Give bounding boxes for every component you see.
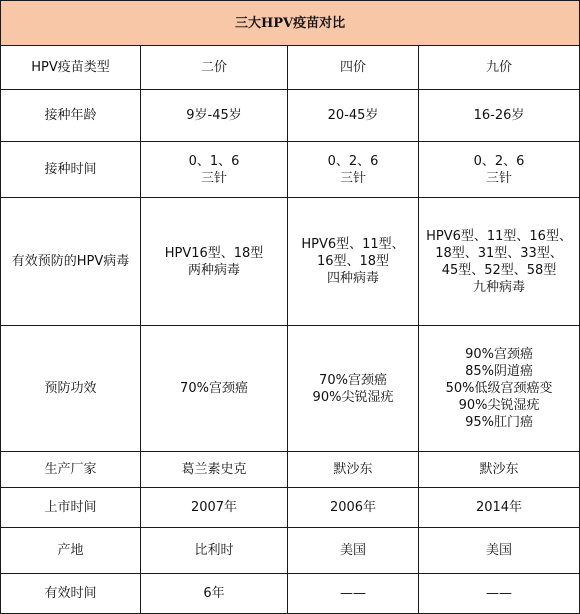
table-row-origin bbox=[1, 528, 580, 574]
header-quadrivalent-cell: 四价 bbox=[288, 46, 419, 90]
cell-line: —— bbox=[340, 586, 366, 601]
title-row bbox=[1, 1, 580, 46]
cell-duration-nonavalent bbox=[419, 574, 580, 614]
cell-manufacturer-quadrivalent bbox=[288, 452, 419, 488]
cell-line: 95%肛门癌 bbox=[465, 415, 533, 430]
cell-age-quadrivalent bbox=[288, 90, 419, 142]
row-label-duration: 有效时间 bbox=[1, 574, 141, 614]
cell-strains-bivalent bbox=[141, 198, 288, 326]
cell-line: 0、1、6 bbox=[188, 153, 240, 169]
cell-line: 20-45岁 bbox=[327, 108, 379, 123]
cell-launch-year-nonavalent bbox=[419, 488, 580, 528]
table-row-manufacturer bbox=[1, 452, 580, 488]
row-label-origin: 产地 bbox=[1, 528, 141, 574]
cell-manufacturer-bivalent bbox=[141, 452, 288, 488]
cell-line: HPV6型、11型、 bbox=[301, 237, 405, 252]
cell-line: 四种病毒 bbox=[326, 271, 379, 286]
cell-line: 6年 bbox=[203, 586, 225, 601]
cell-origin-nonavalent bbox=[419, 528, 580, 574]
cell-line: 默沙东 bbox=[333, 462, 373, 477]
cell-line: 16型、18型 bbox=[316, 254, 390, 269]
table-row-schedule bbox=[1, 142, 580, 198]
cell-duration-quadrivalent bbox=[288, 574, 419, 614]
row-label-launch-year: 上市时间 bbox=[1, 488, 141, 528]
cell-line: 85%阴道癌 bbox=[465, 364, 533, 379]
cell-line: HPV6型、11型、16型、 bbox=[426, 228, 572, 244]
cell-origin-quadrivalent bbox=[288, 528, 419, 574]
cell-schedule-nonavalent bbox=[419, 142, 580, 198]
cell-line: 70%宫颈癌 bbox=[319, 372, 387, 388]
cell-line: 45型、52型、58型 bbox=[441, 262, 557, 278]
cell-launch-year-bivalent bbox=[141, 488, 288, 528]
cell-launch-year-quadrivalent bbox=[288, 488, 419, 528]
header-nonavalent-cell: 九价 bbox=[419, 46, 580, 90]
cell-line: 三针 bbox=[486, 170, 513, 186]
cell-line: 默沙东 bbox=[479, 462, 519, 477]
cell-line: 葛兰素史克 bbox=[181, 462, 247, 477]
cell-line: 三针 bbox=[200, 170, 227, 186]
cell-line: 0、2、6 bbox=[327, 153, 379, 169]
cell-duration-bivalent bbox=[141, 574, 288, 614]
cell-line: 90%宫颈癌 bbox=[465, 347, 533, 362]
cell-age-nonavalent bbox=[419, 90, 580, 142]
cell-line: HPV16型、18型 bbox=[164, 245, 264, 261]
row-label-schedule: 接种时间 bbox=[1, 142, 141, 198]
table-row-efficacy bbox=[1, 326, 580, 452]
cell-efficacy-nonavalent bbox=[419, 326, 580, 452]
row-label-age: 接种年龄 bbox=[1, 90, 141, 142]
table-row-age bbox=[1, 90, 580, 142]
cell-line: 90%尖锐湿疣 bbox=[312, 389, 394, 405]
table-row-strains bbox=[1, 198, 580, 326]
header-label-cell: HPV疫苗类型 bbox=[1, 46, 141, 90]
table-title: 三大HPV疫苗对比 bbox=[1, 1, 580, 46]
table-row-launch-year bbox=[1, 488, 580, 528]
cell-manufacturer-nonavalent bbox=[419, 452, 580, 488]
cell-line: 2014年 bbox=[475, 500, 523, 515]
cell-line: 18型、31型、33型、 bbox=[435, 245, 563, 261]
cell-strains-quadrivalent bbox=[288, 198, 419, 326]
cell-line: 90%尖锐湿疣 bbox=[458, 398, 540, 413]
cell-line: 2006年 bbox=[329, 500, 377, 515]
cell-efficacy-bivalent bbox=[141, 326, 288, 452]
cell-line: 两种病毒 bbox=[187, 262, 240, 278]
cell-line: 美国 bbox=[486, 543, 513, 558]
cell-line: 0、2、6 bbox=[473, 153, 525, 169]
cell-line: 70%宫颈癌 bbox=[180, 381, 248, 396]
cell-line: 比利时 bbox=[194, 543, 234, 558]
header-bivalent-cell: 二价 bbox=[141, 46, 288, 90]
cell-age-bivalent bbox=[141, 90, 288, 142]
cell-strains-nonavalent bbox=[419, 198, 580, 326]
row-label-manufacturer: 生产厂家 bbox=[1, 452, 141, 488]
table-row-duration bbox=[1, 574, 580, 614]
table-body bbox=[1, 1, 580, 614]
cell-line: 50%低级宫颈癌变 bbox=[445, 381, 553, 396]
cell-efficacy-quadrivalent bbox=[288, 326, 419, 452]
cell-line: 9岁-45岁 bbox=[186, 108, 242, 123]
cell-line: —— bbox=[486, 586, 513, 601]
header-row bbox=[1, 46, 580, 90]
cell-schedule-bivalent bbox=[141, 142, 288, 198]
cell-line: 三针 bbox=[339, 170, 366, 186]
cell-line: 2007年 bbox=[190, 500, 238, 515]
row-label-efficacy: 预防功效 bbox=[1, 326, 141, 452]
row-label-strains: 有效预防的HPV病毒 bbox=[1, 198, 141, 326]
cell-line: 美国 bbox=[339, 543, 366, 558]
cell-origin-bivalent bbox=[141, 528, 288, 574]
cell-schedule-quadrivalent bbox=[288, 142, 419, 198]
cell-line: 九种病毒 bbox=[473, 279, 526, 295]
cell-line: 16-26岁 bbox=[473, 108, 525, 123]
